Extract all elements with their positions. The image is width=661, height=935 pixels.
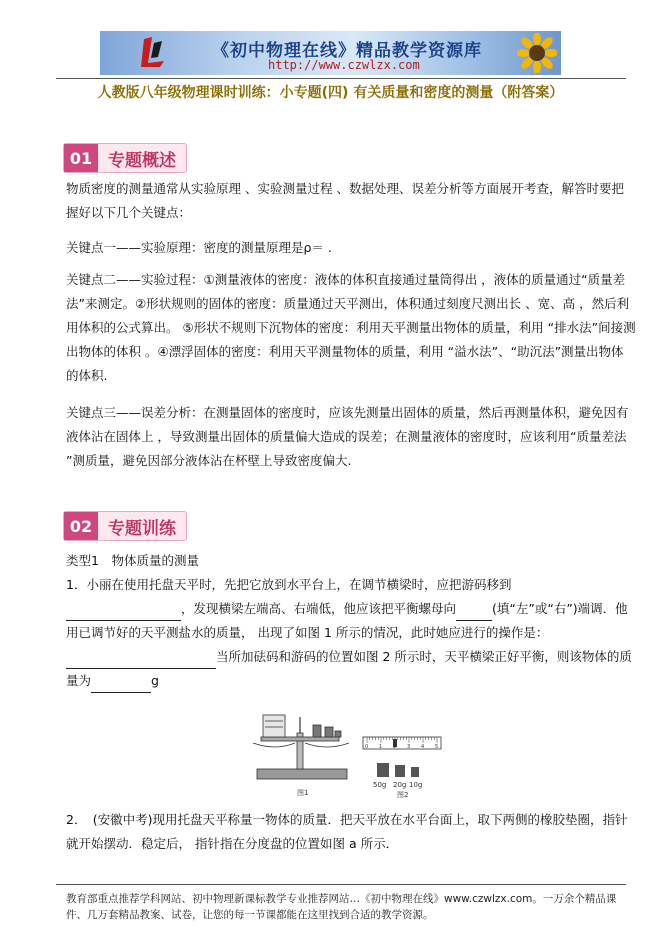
figure-2-weights	[373, 763, 422, 789]
section-label: 专题概述	[108, 150, 176, 171]
page-footer: 教育部重点推荐学科网站、初中物理新课标教学专业推荐网站…《初中物理在线》www.czwlzx.com。一万余个精品课件、几万套精品教案、试卷，让您的每一节课都能在这里找到合适的教学资源。	[66, 893, 617, 921]
overview-intro: 物质密度的测量通常从实验原理 、实验测量过程 、数据处理、误差分析等方面展开考查，解答时要把握好以下几个关键点：	[66, 181, 624, 220]
answer-blank[interactable]	[456, 606, 492, 621]
balance-figure	[245, 703, 445, 801]
ruler-tick-label: 1	[379, 744, 383, 750]
question-1-unit: g	[151, 673, 159, 688]
weight-label: 20g	[393, 781, 407, 789]
question-1-part-d: 当所加砝码和游码的位置如图 2 所示时，天平横梁正好平衡，则该物体的质量为	[66, 649, 632, 688]
weight-label: 10g	[409, 781, 423, 789]
section-label: 专题训练	[108, 518, 176, 539]
section-number: 01	[64, 144, 98, 172]
figure-1-caption: 图1	[297, 789, 309, 797]
figure-2-ruler	[363, 737, 441, 750]
ruler-tick-label: 0	[365, 744, 369, 750]
figure-1-balance	[253, 715, 349, 779]
question-1	[66, 573, 636, 693]
document-title: 人教版八年级物理课时训练：小专题(四) 有关质量和密度的测量（附答案）	[97, 85, 564, 101]
question-1-part-b: ，发现横梁左端高、右端低，他应该把平衡螺母向	[181, 601, 457, 616]
answer-blank[interactable]	[91, 678, 151, 693]
sunflower-icon	[517, 33, 557, 73]
site-banner	[100, 31, 561, 75]
banner-url[interactable]: http://www.czwlzx.com	[268, 58, 420, 72]
question-1-part-a: 1．小丽在使用托盘天平时，先把它放到水平台上，在调节横梁时，应把游码移到	[66, 577, 512, 592]
answer-blank[interactable]	[66, 654, 216, 669]
key-point-3: 关键点三——误差分析：在测量固体的密度时，应该先测量出固体的质量，然后再测量体积，避免因有液体沾在固体上 ，导致测量出固体的质量偏大造成的误差；在测量液体的密度时，应该利用“质量差法 ”测质量，避免因部分液体沾在杯壁上导致密度偏大.	[66, 405, 629, 468]
question-1-part-c: (填“左”或“右”)端调．他用已调节好的天平测盐水的质量， 出现了如图 1 所示的情况，此时她应进行的操作是：	[66, 601, 628, 640]
question-2: 2． (安徽中考)现用托盘天平称量一物体的质量．把天平放在水平台面上，取下两侧的橡胶垫圈，指针就开始摆动．稳定后， 指针指在分度盘的位置如图 a 所示．	[66, 812, 628, 851]
ruler-tick-label: 4	[421, 744, 425, 750]
header-divider	[56, 78, 626, 79]
section-number: 02	[64, 512, 98, 540]
section-heading-training	[63, 511, 187, 541]
footer-divider	[56, 884, 626, 885]
ruler-tick-label: 3	[407, 744, 411, 750]
key-point-2: 关键点二——实验过程：①测量液体的密度：液体的体积直接通过量筒得出 ，液体的质量通过“质量差法”来测定。②形状规则的固体的密度：质量通过天平测出，体积通过刻度尺测出长 、宽、高 ，然后利用体积的公式算出。 ⑤形状不规则下沉物体的密度：利用天平测量出物体的质量，利用 “排水法”间接测出物体的体积 。④漂浮固体的密度：利用天平测量物体的质量，利用 “溢水法”、“助沉法”测量出物体的体积.	[66, 272, 636, 383]
banner-title: 《初中物理在线》精品教学资源库	[212, 41, 482, 61]
site-logo-icon	[138, 35, 168, 69]
answer-blank[interactable]	[66, 606, 181, 621]
question-type-heading: 类型1 物体质量的测量	[66, 553, 199, 568]
figure-2-caption: 图2	[397, 791, 409, 799]
weight-label: 50g	[373, 781, 387, 789]
key-point-1: 关键点一——实验原理：密度的测量原理是ρ＝ .	[66, 240, 332, 255]
section-heading-overview	[63, 143, 187, 173]
ruler-tick-label: 5	[435, 744, 439, 750]
